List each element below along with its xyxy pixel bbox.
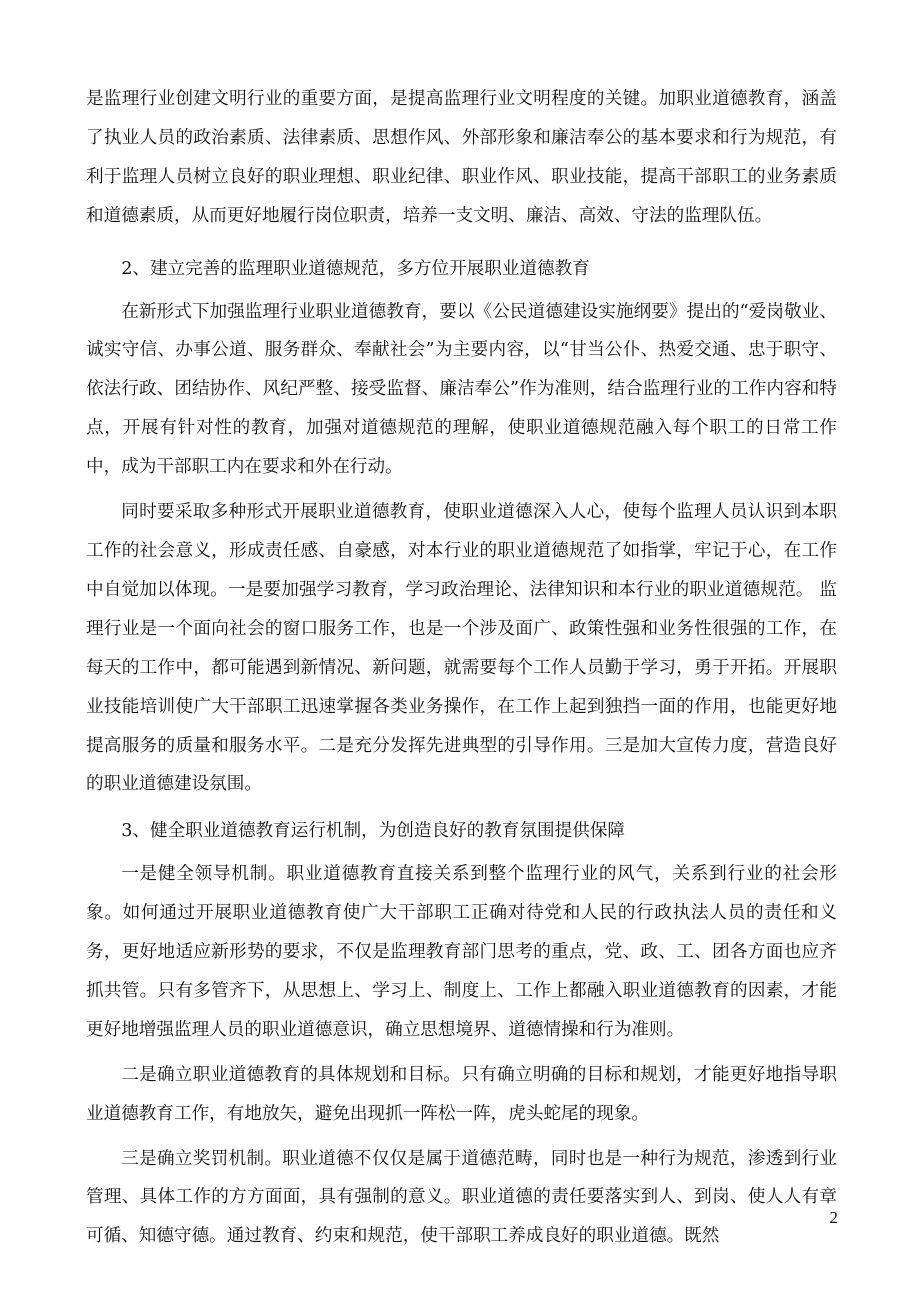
section-heading-3: 3、健全职业道德教育运行机制，为创造良好的教育氛围提供保障: [121, 821, 626, 842]
paragraph-continuation: 是监理行业创建文明行业的重要方面，是提高监理行业文明程度的关键。加职业道德教育，涵盖了执业人员的政治素质、法律素质、思想作风、外部形象和廉洁奉公的基本要求和行为规范，有利于监理人员树立良好的职业理想、职业纪律、职业作风、职业技能，提高干部职工的业务素质和道德素质，从而更好地履行岗位职责，培养一支文明、廉洁、高效、守法的监理队伍。: [86, 89, 837, 226]
paragraph: 三是确立奖罚机制。职业道德不仅仅是属于道德范畴，同时也是一种行为规范，渗透到行业管理、具体工作的方方面面，具有强制的意义。职业道德的责任要落实到人、到岗、使人人有章可循、知德守德。通过教育、约束和规范，使干部职工养成良好的职业道德。既然: [86, 1148, 837, 1247]
document-body: [86, 80, 837, 1256]
paragraph: 同时要采取多种形式开展职业道德教育，使职业道德深入人心，使每个监理人员认识到本职工作的社会意义，形成责任感、自豪感，对本行业的职业道德规范了如指掌，牢记于心，在工作中自觉加以体现。一是要加强学习教育，学习政治理论、法律知识和本行业的职业道德规范。 监理行业是一个面向社会的窗口服务工作，也是一个涉及面广、政策性强和业务性很强的工作，在每天的工作中，都可能遇到新情况、新问题，就需要每个工作人员勤于学习，勇于开拓。开展职业技能培训使广大干部职工迅速掌握各类业务操作，在工作上起到独挡一面的作用，也能更好地提高服务的质量和服务水平。二是充分发挥先进典型的引导作用。三是加大宣传力度，营造良好的职业道德建设氛围。: [86, 502, 837, 795]
paragraph: 一是健全领导机制。职业道德教育直接关系到整个监理行业的风气，关系到行业的社会形象。如何通过开展职业道德教育使广大干部职工正确对待党和人民的行政执法人员的责任和义务，更好地适应新形势的要求，不仅是监理教育部门思考的重点，党、政、工、团各方面也应齐抓共管。只有多管齐下，从思想上、学习上、制度上、工作上都融入职业道德教育的因素，才能更好地增强监理人员的职业道德意识，确立思想境界、道德情操和行为准则。: [86, 864, 837, 1040]
page-number: 2: [829, 1208, 838, 1227]
paragraph: 二是确立职业道德教育的具体规划和目标。只有确立明确的目标和规划，才能更好地指导职业道德教育工作，有地放矢，避免出现抓一阵松一阵，虎头蛇尾的现象。: [86, 1064, 837, 1124]
section-heading-2: 2、建立完善的监理职业道德规范，多方位开展职业道德教育: [121, 258, 590, 279]
paragraph-gap: [86, 236, 837, 242]
paragraph: 在新形式下加强监理行业职业道德教育，要以《公民道德建设实施纲要》提出的“爱岗敬业、诚实守信、办事公道、服务群众、奉献社会”为主要内容，以“甘当公仆、热爱交通、忠于职守、依法行政、团结协作、风纪严整、接受监督、廉洁奉公”作为准则，结合监理行业的工作内容和特点，开展有针对性的教育，加强对道德规范的理解，使职业道德规范融入每个职工的日常工作中，成为干部职工内在要求和外在行动。: [86, 301, 837, 478]
